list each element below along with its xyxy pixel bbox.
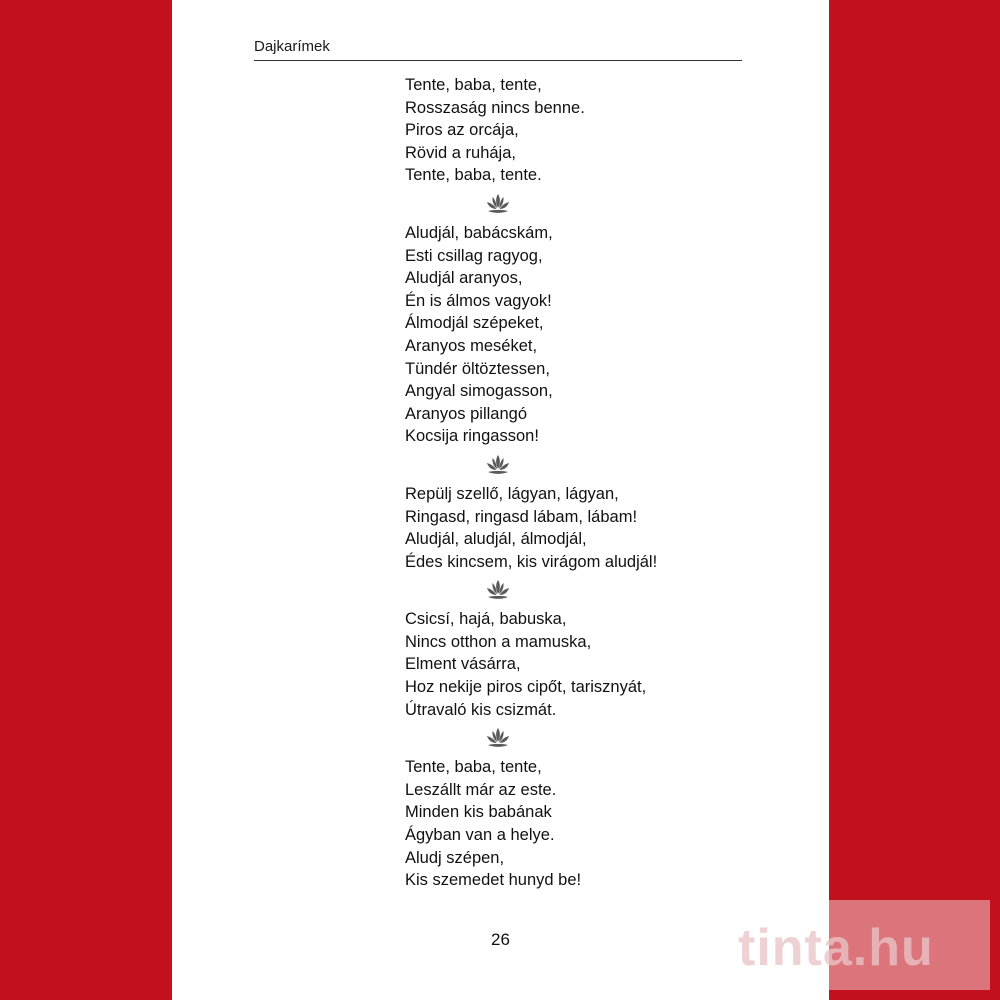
poem-line: Tente, baba, tente, [405,758,542,777]
poem-line: Aludjál, babácskám, [405,223,553,242]
poem-stanza [405,74,745,187]
poem-line: Nincs otthon a mamuska, [405,632,592,651]
poem-line: Esti csillag ragyog, [405,246,543,265]
poem-line: Aranyos pillangó [405,404,527,423]
poem-line: Angyal simogasson, [405,382,553,401]
poem-line: Álmodjál szépeket, [405,314,544,333]
poem-line: Én is álmos vagyok! [405,291,552,310]
poem-line: Kis szemedet hunyd be! [405,871,582,890]
lotus-icon [405,453,745,483]
running-header [254,35,742,61]
poem-line: Tündér öltöztessen, [405,359,550,378]
lotus-icon [405,578,745,608]
watermark-text: tinta.hu [738,919,934,977]
section-title: Dajkarímek [254,38,330,55]
poem-line: Ringasd, ringasd lábam, lábam! [405,507,638,526]
poem-line: Rövid a ruhája, [405,143,516,162]
poem-line: Aludjál, aludjál, álmodjál, [405,530,587,549]
poem-line: Tente, baba, tente, [405,76,542,94]
poem-line: Aludj szépen, [405,848,505,867]
poem-line: Rosszaság nincs benne. [405,98,585,117]
poem-line: Édes kincsem, kis virágom aludjál! [405,552,658,571]
poem-line: Kocsija ringasson! [405,427,539,446]
lotus-icon [405,726,745,756]
poem-collection [405,74,745,892]
poem-stanza [405,222,745,448]
poem-line: Elment vásárra, [405,655,521,674]
poem-stanza [405,756,745,892]
poem-line: Útravaló kis csizmát. [405,700,557,719]
poem-stanza [405,483,745,573]
poem-line: Aranyos meséket, [405,336,538,355]
poem-line: Leszállt már az este. [405,780,557,799]
lotus-icon [405,192,745,222]
poem-line: Ágyban van a helye. [405,826,555,845]
page-number: 26 [491,930,510,949]
poem-line: Aludjál aranyos, [405,269,523,288]
poem-line: Piros az orcája, [405,121,519,140]
book-page [172,0,829,1000]
poem-line: Minden kis babának [405,803,552,822]
poem-line: Repülj szellő, lágyan, lágyan, [405,484,619,503]
poem-stanza [405,608,745,721]
poem-line: Csicsí, hajá, babuska, [405,610,567,629]
poem-line: Hoz nekije piros cipőt, tarisznyát, [405,678,647,697]
poem-line: Tente, baba, tente. [405,166,542,185]
